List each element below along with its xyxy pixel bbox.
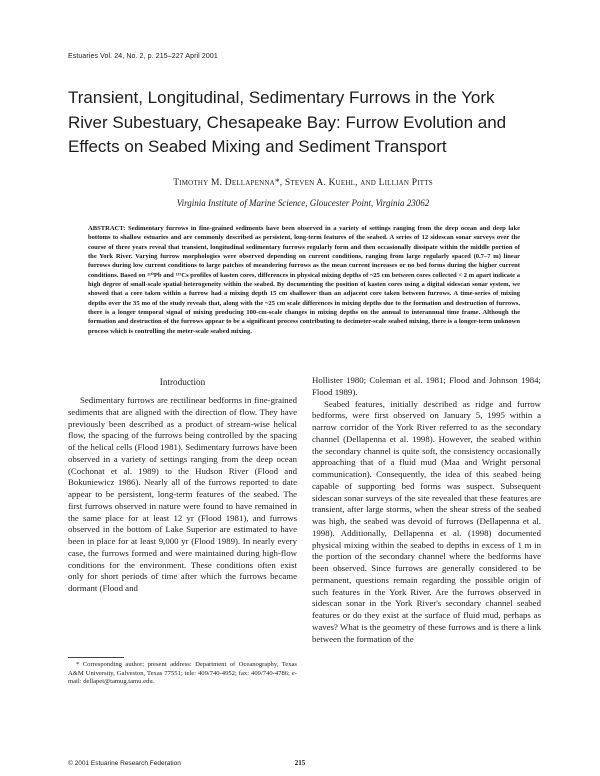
paper-title: Transient, Longitudinal, Sedimentary Furrows in the York River Subestuary, Chesapeake Bay: Furrow Evolution and Effects on Seabed Mixing and Sediment Transport bbox=[68, 88, 507, 156]
introduction-paragraph: Sedimentary furrows are rectilinear bedforms in fine-grained sediments that are aligned with the direction of flow. They have previously been described as a product of stream-wise helical flow, the spacing of the furrows being controlled by the spacing of the helical cells (Flood 1981). Sedimentary furrows have been observed in a variety of settings ranging from the deep ocean (Cochonat et al. 1989) to the Hudson River (Flood and Bokuniewicz 1986). Nearly all of the furrows reported to date appear to be persistent, long-term features of the seabed. The first furrows observed in nature were found to have remained in the same place for at least 12 yr (Flood 1981), and furrows observed in the bottom of Lake Superior are estimated to have been in place for at least 9,000 yr (Flood 1989). In nearly every case, the furrows formed and were maintained during high-flow conditions for the environment. These conditions often exist only for short periods of time after which the furrows became dormant (Flood and bbox=[68, 395, 297, 593]
corresponding-author-footnote: * Corresponding author; present address: Department of Oceanography, Texas A&M University, Galveston, Texas 77551; tele: 409/740-4952; fax: 409/740-4786; e-mail: dellapet@tamug.tamu.edu. bbox=[68, 661, 297, 686]
journal-citation: Estuaries Vol. 24, No. 2, p. 215–227 April 2001 bbox=[68, 53, 218, 60]
author-list: Timothy M. Dellapenna*, Steven A. Kuehl, and Lillian Pitts bbox=[173, 178, 433, 188]
introduction-heading: Introduction bbox=[159, 377, 206, 387]
affiliation: Virginia Institute of Marine Science, Gloucester Point, Virginia 23062 bbox=[176, 198, 430, 208]
right-column bbox=[312, 375, 541, 645]
citation-continuation: Hollister 1980; Coleman et al. 1981; Flood and Johnson 1984; Flood 1989). bbox=[312, 375, 541, 397]
abstract bbox=[88, 224, 520, 336]
page-number: 215 bbox=[294, 759, 306, 767]
copyright-notice: © 2001 Estuarine Research Federation bbox=[68, 760, 181, 767]
body-paragraph: Seabed features, initially described as ridge and furrow bedforms, were first observed on January 5, 1995 within a narrow corridor of the York River referred to as the secondary channel (Dellapenna et al. 1998). However, the seabed within the secondary channel is quite soft, the consistency occasionally approaching that of a fluid mud (Maa and Wright personal communication). Consequently, the idea of this seabed being capable of supporting bed forms was suspect. Subsequent sidescan sonar surveys of the site revealed that these features are transient, after large storms, when the shear stress of the seabed was high, the seabed was devoid of furrows (Dellapenna et al. 1998). Additionally, Dellapenna et al. (1998) documented physical mixing within the seabed to depths in excess of 1 m in the portion of the secondary channel where the bedforms have been observed. Since furrows are generally considered to be permanent, questions remain regarding the possible origin of such features in the York River. Are the furrows observed in sidescan sonar in the York River's secondary channel seabed features or do they exist at the surface of fluid mud, perhaps as waves? What is the geometry of these furrows and is there a link between the formation of the bbox=[312, 398, 541, 644]
footnote-rule bbox=[68, 657, 124, 658]
abstract-text: Sedimentary furrows in fine-grained sediments have been observed in a variety of settings ranging from the deep ocean and deep lake bottoms to shallow estuaries and are commonly described as persistent, long-term features of the seabed. A series of 12 sidescan sonar surveys over the course of three years reveal that transient, longitudinal sedimentary furrows regularly form and then occasionally dissipate within the middle portion of the York River. Varying furrow morphologies were observed depending on current conditions, ranging from large regularly spaced (0.7–7 m) linear furrows during low current conditions to large patches of meandering furrows as the mean current increases or no bed forms during the higher current conditions. Based on ²¹⁰Pb and ¹³⁷Cs profiles of kasten cores, differences in physical mixing depths of ~25 cm between cores collected < 2 m apart indicate a high degree of small-scale spatial heterogeneity within the seabed. By documenting the position of kasten cores using a digital sidescan sonar system, we showed that a core taken within a furrow had a mixing depth 15 cm shallower than an adjacent core taken between furrows. A time-series of mixing depths over the 35 mo of the study reveals that, along with the ~25 cm scale differences in mixing depths due to the formation and destruction of furrows, there is a longer temporal signal of mixing producing 100-cm-scale changes in mixing depths on the annual to interannual time frame. Although the formation and destruction of the furrows appear to be a significant process contributing to decimeter-scale seabed mixing, there is a longer-term unknown process which is controlling the meter-scale seabed mixing. bbox=[88, 225, 521, 335]
abstract-label: ABSTRACT: bbox=[88, 225, 126, 232]
left-column bbox=[68, 375, 297, 595]
